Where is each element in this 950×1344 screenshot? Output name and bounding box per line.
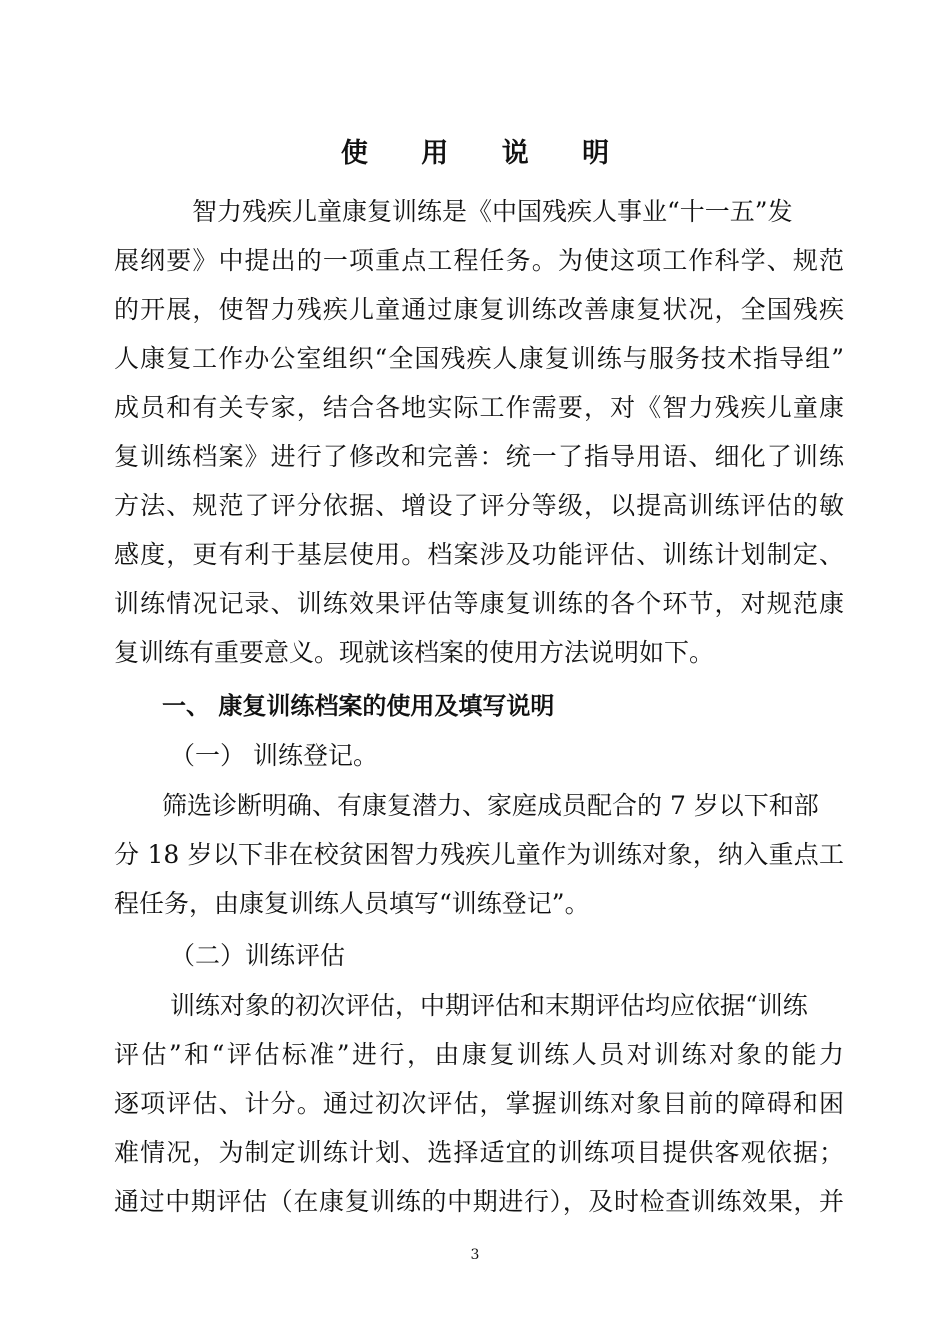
intro-line: 智力残疾儿童康复训练是《中国残疾人事业“十一五”发 — [192, 197, 793, 226]
body-line: 分 18 岁以下非在校贫困智力残疾儿童作为训练对象，纳入重点工 — [114, 840, 844, 869]
body-line: 逐项评估、计分。通过初次评估，掌握训练对象目前的障碍和困 — [114, 1089, 844, 1118]
intro-line: 方法、规范了评分依据、增设了评分等级，以提高训练评估的敏 — [114, 491, 844, 520]
page-title: 使 用 说 明 — [340, 138, 632, 169]
intro-line: 展纲要》中提出的一项重点工程任务。为使这项工作科学、规范 — [114, 246, 844, 275]
intro-line: 成员和有关专家，结合各地实际工作需要，对《智力残疾儿童康 — [114, 393, 844, 422]
intro-line: 的开展，使智力残疾儿童通过康复训练改善康复状况，全国残疾 — [114, 295, 844, 324]
page-number: 3 — [470, 1247, 480, 1263]
subsection-heading: （二）训练评估 — [170, 941, 346, 970]
body-line: 训练对象的初次评估，中期评估和末期评估均应依据“训练 — [170, 991, 808, 1020]
body-line: 程任务，由康复训练人员填写“训练登记”。 — [114, 889, 590, 918]
intro-line: 感度，更有利于基层使用。档案涉及功能评估、训练计划制定、 — [114, 540, 844, 569]
intro-line: 训练情况记录、训练效果评估等康复训练的各个环节，对规范康 — [114, 589, 844, 618]
intro-line: 复训练有重要意义。现就该档案的使用方法说明如下。 — [114, 638, 715, 667]
body-line: 难情况，为制定训练计划、选择适宜的训练项目提供客观依据； — [114, 1138, 844, 1167]
intro-line: 人康复工作办公室组织“全国残疾人康复训练与服务技术指导组” — [114, 344, 844, 373]
body-line: 筛选诊断明确、有康复潜力、家庭成员配合的 7 岁以下和部 — [162, 791, 819, 820]
section-heading: 一、 康复训练档案的使用及填写说明 — [162, 692, 555, 720]
body-line: 通过中期评估（在康复训练的中期进行），及时检查训练效果，并 — [114, 1187, 844, 1216]
intro-line: 复训练档案》进行了修改和完善：统一了指导用语、细化了训练 — [114, 442, 844, 471]
subsection-heading: （一） 训练登记。 — [170, 741, 378, 770]
body-line: 评估”和“评估标准”进行，由康复训练人员对训练对象的能力 — [114, 1040, 844, 1069]
